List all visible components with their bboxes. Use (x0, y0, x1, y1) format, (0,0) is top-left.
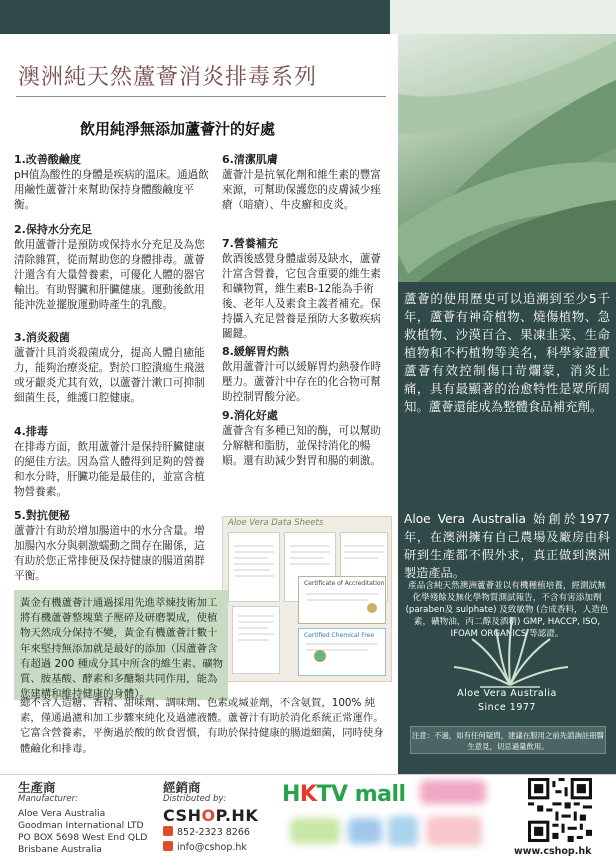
blurred-store-logo (388, 816, 418, 846)
warning-notice: 注意：不過，如有任何疑問，建議在服用之前先諮詢註冊醫生意見，切忌過量飲用。 (410, 726, 606, 754)
benefit-section-5 (14, 508, 214, 584)
distributor-logo (163, 806, 258, 825)
benefit-body: 在排毒方面，飲用蘆薈汁是保持肝臟健康的絕佳方法。因為當人體得到足夠的營養和水分時，肝臟功能是最佳的，並富含植物營養素。 (14, 441, 205, 498)
benefit-body: 飲酒後感覺身體虛弱及缺水，蘆薈汁富含營養，它包含重要的維生素和礦物質，維生素B-12能為手術後、老年人及素食主義者補充。保持攝入充足營養是預防大多數疾病關鍵。 (222, 253, 381, 340)
benefit-heading: 6.清潔肌膚 (222, 153, 278, 166)
datasheet-lines (228, 536, 390, 676)
blurred-store-logo (290, 818, 340, 844)
distributor-logo-accent: O (201, 806, 216, 825)
email-address: info@cshop.hk (177, 842, 247, 853)
brand-name: Aloe Vera Australia (457, 688, 557, 699)
email-icon (163, 841, 173, 851)
benefit-body: 蘆薈汁是抗氧化劑和維生素的豐富來源，可幫助保護您的皮膚減少痤瘡（暗瘡）、牛皮癬和皮炎。 (222, 169, 381, 211)
benefit-body: 蘆薈含有多種已知的酶，可以幫助分解糖和脂肪，並保持消化的暢順。還有助減少對胃和腸的刺激。 (222, 425, 381, 467)
hktv-logo-k: K (299, 782, 317, 807)
benefit-section-9 (222, 408, 390, 469)
highlight-paragraph: 黃金有機蘆薈汁通過採用先進萃煉技術加工將有機蘆薈整塊葉子壓碎及研磨製成，使植物天然成分保持不變，黃金有機蘆薈汁數十年來堅持無添加就是最好的添加（因蘆薈含有超過 200 種成分其中所含的維生素、礦物質、胺基酸、酵素和多醣類共同作用，能為您建構和維持健康的身體）。 (20, 597, 224, 701)
brand-since: Since 1977 (478, 702, 536, 713)
footer-divider (0, 774, 616, 775)
benefit-heading: 5.對抗便秘 (14, 509, 70, 522)
manufacturer-label: 生產商 (18, 780, 56, 795)
distributor-label: 經銷商 (163, 780, 201, 795)
datasheets-title: Aloe Vera Data Sheets (228, 518, 324, 528)
certificate-title: Certified Chemical Free (304, 632, 375, 639)
distributor-logo-part: CSH (163, 806, 202, 825)
hktv-logo-h: H (282, 782, 300, 807)
benefit-heading: 1.改善酸鹼度 (14, 153, 81, 166)
benefit-body: pH值為酸性的身體是疾病的溫床。通過飲用鹼性蘆薈汁來幫助保持身體酸鹼度平衡。 (14, 169, 209, 211)
distributor-label-en: Distributed by: (163, 794, 227, 804)
qr-code-icon[interactable] (528, 778, 592, 842)
email-contact (163, 841, 247, 853)
manufacturer-line: Brisbane Australia (18, 844, 102, 855)
title-divider (16, 96, 386, 97)
seal-icon (367, 603, 377, 613)
page-subtitle: 飲用純淨無添加蘆薈汁的好處 (80, 120, 276, 138)
manufacturer-line: PO BOX 5698 West End QLD (18, 832, 148, 843)
website-url[interactable]: www.cshop.hk (514, 846, 592, 857)
hktv-logo-tv: TV (316, 782, 355, 807)
benefit-section-2 (14, 222, 214, 313)
benefit-body: 蘆薈汁有助於增加腸道中的水分含量。增加腸內水分與刺激蠕動之間存在關係，這有助於您正常排便及保持健康的腸道菌群平衡。 (14, 525, 205, 582)
header-band (0, 0, 390, 34)
phone-icon (163, 826, 173, 836)
hktv-mall-logo (282, 782, 406, 807)
distributor-logo-part: P.HK (215, 806, 259, 825)
certified-badge-icon (314, 650, 326, 662)
benefit-heading: 7.營養補充 (222, 237, 278, 250)
certifications-text: 產品含純天然澳洲蘆薈並以有機種植培養，經測試無化學殘餘及無化學物質測試報告，不含有害添加劑 (paraben及 sulphate) 及致敏物 (合成香料，人造色素，礦物油，丙二醇及酒精) GMP, HACCP, ISO, IFOAM ORGANICS 等認證。 (405, 581, 609, 639)
benefit-heading: 4.排毒 (14, 425, 48, 438)
header-band-light (390, 0, 616, 34)
aloe-leaf-photo (398, 34, 616, 282)
benefit-section-3 (14, 330, 214, 406)
aloe-leaf-icon (398, 34, 616, 282)
benefit-heading: 3.消炎殺菌 (14, 331, 70, 344)
blurred-store-logo (426, 816, 482, 846)
phone-contact (163, 826, 250, 838)
benefit-body: 蘆薈汁具消炎殺菌成分，提高人體自癒能力，能夠治療炎症。對於口腔潰瘍生飛滋或牙齦炎尤其有效，以蘆薈汁漱口可抑制細菌生長，維護口腔健康。 (14, 347, 205, 404)
benefit-heading: 9.消化好處 (222, 409, 278, 422)
hktv-logo-mall: mall (354, 782, 406, 807)
benefit-section-1 (14, 152, 214, 213)
benefit-body: 飲用蘆薈汁可以緩解胃灼熱發作時壓力。蘆薈汁中存在的化合物可幫助控制胃酸分泌。 (222, 361, 381, 403)
company-about-text: Aloe Vera Australia 始創於1977年，在澳洲擁有自己農場及廠房由科研到生產都不假外求，真正做到澳洲製造產品。 (404, 512, 610, 580)
benefit-section-7 (222, 236, 390, 342)
benefit-body: 飲用蘆薈汁是預防或保持水分充足及為您清除雜質，從而幫助您的身體排毒。蘆薈汁還含有大量營養素，可優化人體的器官輸出。有助腎臟和肝臟健康。運動後飲用能沖洗並擺脫運動時產生的乳酸。 (14, 239, 205, 311)
blurred-store-logo (420, 780, 486, 804)
history-text: 蘆薈的使用歷史可以追溯到至少5千年，蘆薈有神奇植物、燒傷植物、急救植物、沙漠百合、果凍韭菜、生命植物和不朽植物等美名，科學家證實蘆薈有效控制傷口苛爛蒙，消炎止痛，具有最顯著的治愈特性是眾所周知。蘆薈還能成為整體食品補充劑。 (404, 291, 610, 414)
certificate-title: Certificate of Accreditation (304, 580, 385, 587)
phone-number: 852-2323 8266 (177, 827, 250, 838)
page-title: 澳洲純天然蘆薈消炎排毒系列 (18, 65, 318, 90)
benefit-section-8 (222, 344, 390, 405)
benefit-heading: 8.緩解胃灼熱 (222, 345, 289, 358)
benefit-section-4 (14, 424, 214, 500)
benefit-heading: 2.保持水分充足 (14, 223, 92, 236)
highlight-paragraph-continued: 總不含人造糖、香精、甜味劑、調味劑、色素或堿並劑，不含氨賀，100% 純素，僅通過濾和加工步驟來純化及過濾液體。蘆薈汁有助於消化系統正常運作。 它富含營養素，平衡過於酸的飲食習慣，有助於保持健康的腸道細菌，同時使身體鹼化和排毒。 (20, 697, 384, 755)
manufacturer-label-en: Manufacturer: (18, 794, 78, 804)
blurred-store-logo (348, 818, 382, 844)
manufacturer-line: Goodman International LTD (18, 820, 144, 831)
benefit-section-6 (222, 152, 390, 213)
manufacturer-line: Aloe Vera Australia (18, 808, 106, 819)
